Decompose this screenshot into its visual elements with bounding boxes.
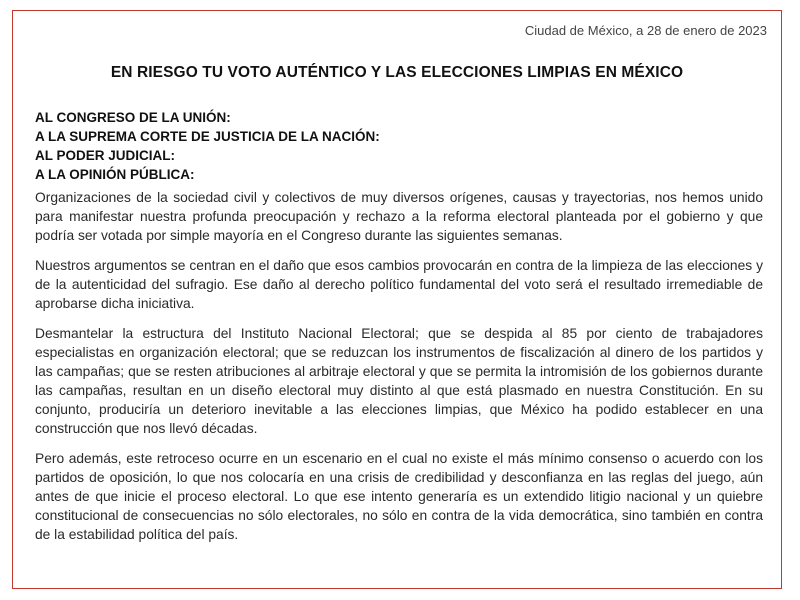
addressee-congress: AL CONGRESO DE LA UNIÓN: [35,110,231,125]
letter-page [12,10,782,589]
body-paragraph-1: Organizaciones de la sociedad civil y colectivos de muy diversos orígenes, causas y trayectorias, nos hemos unido para manifestar nuestra profunda preocupación y rechazo a la reforma electoral planteada por el gobierno y que podría ser votada por simple mayoría en el Congreso durante las siguientes semanas. [35,190,763,243]
addressee-judicial-power: AL PODER JUDICIAL: [35,148,176,163]
letter-body [35,188,763,555]
addressee-list [35,108,380,184]
body-paragraph-3: Desmantelar la estructura del Instituto Nacional Electoral; que se despida al 85 por ciento de trabajadores especialistas en organización electoral; que se reduzcan los instrumentos de fiscalización al dinero de los partidos y las campañas; que se resten atribuciones al arbitraje electoral y que se permita la intromisión de los gobiernos durante las campañas, resultan en un diseño electoral muy distinto al que está plasmado en nuestra Constitución. En su conjunto, produciría un deterioro inevitable a las elecciones limpias, que México ha podido establecer en una construcción que nos llevó décadas. [35,326,763,436]
addressee-supreme-court: A LA SUPREMA CORTE DE JUSTICIA DE LA NACIÓN: [35,129,380,144]
date-line: Ciudad de México, a 28 de enero de 2023 [524,23,767,38]
body-paragraph-4: Pero además, este retroceso ocurre en un escenario en el cual no existe el más mínimo consenso o acuerdo con los partidos de oposición, lo que nos colocaría en una crisis de credibilidad y desconfianza en las reglas del juego, aún antes de que inicie el proceso electoral. Lo que ese intento generaría es un extendido litigio nacional y un quiebre constitucional de consecuencias no sólo electorales, no sólo en contra de la vida democrática, sino también en contra de la estabilidad política del país. [35,451,763,542]
body-paragraph-2: Nuestros argumentos se centran en el daño que esos cambios provocarán en contra de la limpieza de las elecciones y de la autenticidad del sufragio. Ese daño al derecho político fundamental del voto será el resultado irremediable de aprobarse dicha iniciativa. [35,258,763,311]
document-title: EN RIESGO TU VOTO AUTÉNTICO Y LAS ELECCIONES LIMPIAS EN MÉXICO [110,64,684,81]
addressee-public-opinion: A LA OPINIÓN PÚBLICA: [35,167,195,182]
